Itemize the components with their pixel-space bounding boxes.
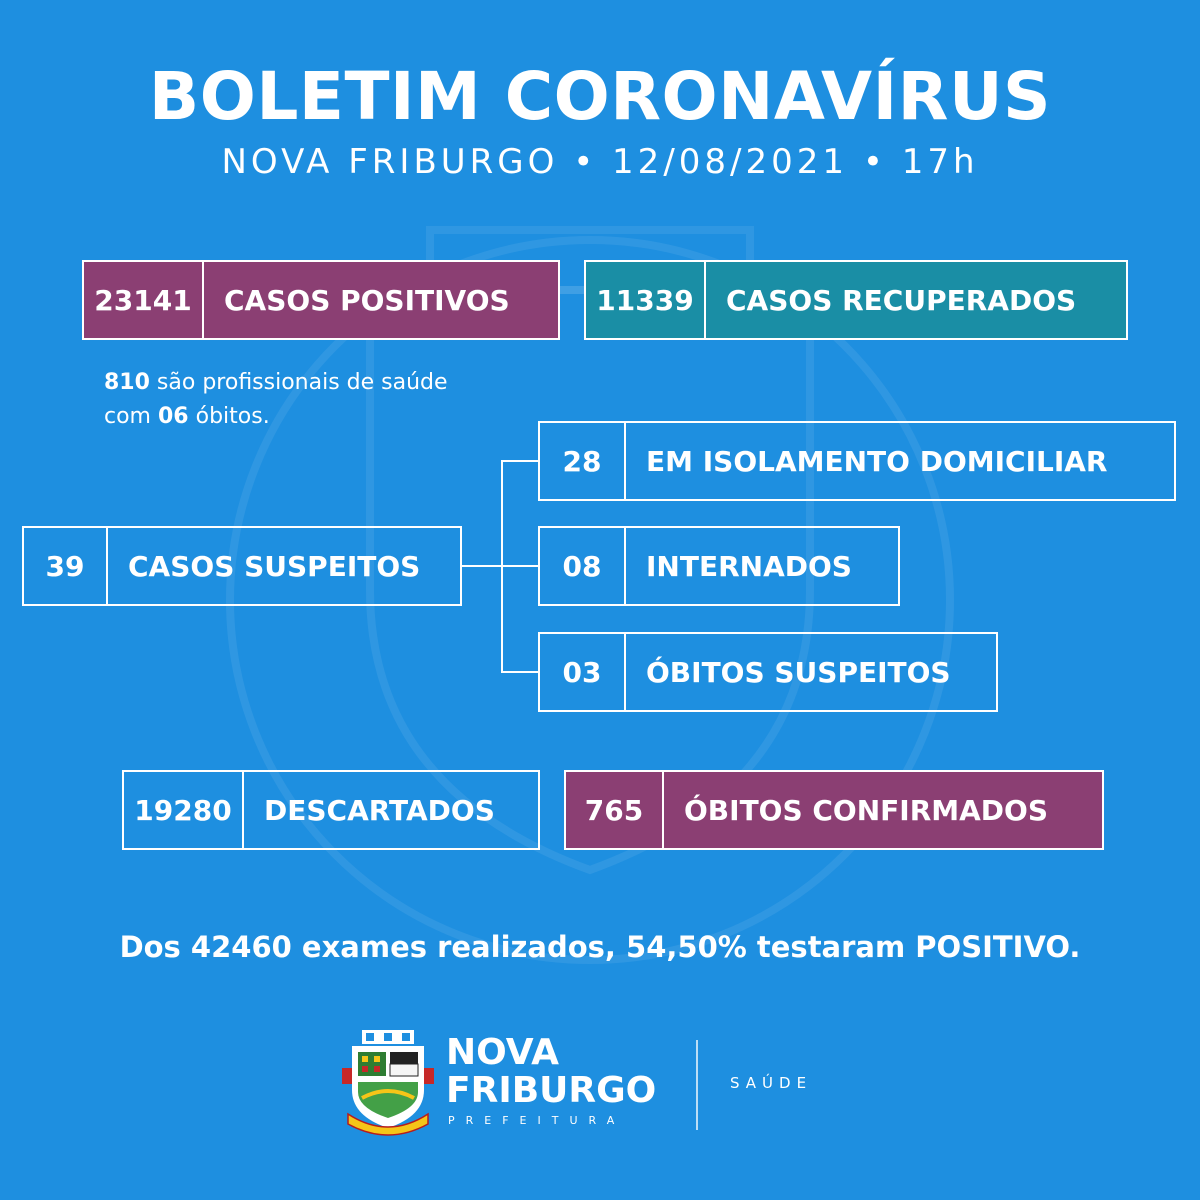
obitos-confirmados-value: 765 <box>566 772 664 848</box>
casos-recuperados-label: CASOS RECUPERADOS <box>726 283 1077 317</box>
descartados-value: 19280 <box>124 772 244 848</box>
casos-recuperados-value: 11339 <box>586 262 706 338</box>
connector-vertical <box>501 460 503 672</box>
connector-to-obitos-suspeitos <box>501 671 539 673</box>
health-workers-count: 810 <box>104 370 150 395</box>
page-subtitle: NOVA FRIBURGO • 12/08/2021 • 17h <box>221 142 979 182</box>
page-title: BOLETIM CORONAVÍRUS <box>148 58 1052 135</box>
logo-subtitle: PREFEITURA <box>448 1114 626 1127</box>
obitos-confirmados-box <box>564 770 1104 850</box>
health-workers-prefix: com <box>104 404 158 429</box>
exams-summary: Dos 42460 exames realizados, 54,50% testaram POSITIVO. <box>119 930 1081 964</box>
casos-positivos-label: CASOS POSITIVOS <box>224 283 510 317</box>
logo-line-1: NOVA <box>446 1032 560 1073</box>
internados-value: 08 <box>540 528 626 604</box>
footer-divider <box>696 1040 698 1130</box>
logo-line-2: FRIBURGO <box>446 1070 657 1111</box>
obitos-suspeitos-value: 03 <box>540 634 626 710</box>
casos-suspeitos-value: 39 <box>24 528 108 604</box>
department-label: SAÚDE <box>730 1074 813 1092</box>
isolamento-box <box>538 421 1176 501</box>
health-workers-text: são profissionais de saúde <box>149 370 448 395</box>
internados-box <box>538 526 900 606</box>
casos-suspeitos-label: CASOS SUSPEITOS <box>128 549 421 583</box>
isolamento-label: EM ISOLAMENTO DOMICILIAR <box>646 444 1108 478</box>
isolamento-value: 28 <box>540 423 626 499</box>
internados-label: INTERNADOS <box>646 549 852 583</box>
descartados-label: DESCARTADOS <box>264 793 495 827</box>
casos-suspeitos-box <box>22 526 462 606</box>
descartados-box <box>122 770 540 850</box>
health-workers-note <box>104 366 448 434</box>
casos-recuperados-box <box>584 260 1128 340</box>
obitos-suspeitos-box <box>538 632 998 712</box>
casos-positivos-box <box>82 260 560 340</box>
obitos-confirmados-label: ÓBITOS CONFIRMADOS <box>684 793 1049 827</box>
logo-city-name <box>446 1034 656 1110</box>
health-workers-deaths-text: óbitos. <box>188 404 270 429</box>
casos-positivos-value: 23141 <box>84 262 204 338</box>
city-coat-of-arms-icon <box>340 1028 436 1140</box>
obitos-suspeitos-label: ÓBITOS SUSPEITOS <box>646 655 951 689</box>
health-workers-deaths: 06 <box>157 404 189 429</box>
connector-to-isolamento <box>501 460 539 462</box>
